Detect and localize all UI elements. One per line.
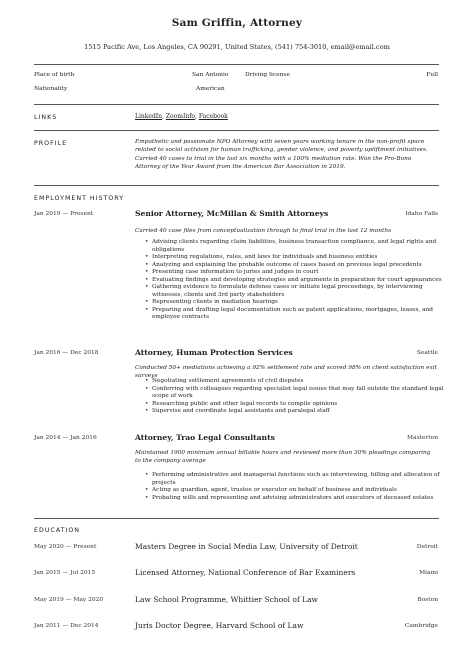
- education-location: Detroit: [416, 544, 438, 550]
- divider: [34, 64, 439, 65]
- resume-name: Sam Griffin, Attorney: [171, 17, 303, 29]
- education-heading: EDUCATION: [34, 527, 81, 534]
- zoominfo-link[interactable]: ZoomInfo: [165, 113, 196, 120]
- divider: [34, 104, 439, 105]
- job-title: Attorney, Trao Legal Consultants: [135, 433, 275, 442]
- linkedin-link[interactable]: LinkedIn: [135, 113, 163, 120]
- profile-heading: PROFILE: [34, 140, 68, 147]
- job-bullets: [142, 378, 448, 416]
- links-heading: LINKS: [34, 114, 58, 121]
- divider: [34, 185, 439, 186]
- education-location: Miami: [419, 570, 438, 576]
- education-dates: Jan 2015 — Jul 2015: [34, 570, 96, 576]
- job-bullets: [142, 472, 448, 502]
- education-dates: Jan 2011 — Dec 2014: [34, 623, 99, 629]
- job-title: Senior Attorney, McMillan & Smith Attorneys: [135, 209, 329, 218]
- education-title: Masters Degree in Social Media Law, University of Detroit: [135, 542, 358, 551]
- education-location: Boston: [417, 597, 438, 603]
- job-bullet: • Gathering evidence to formulate defense cases or initiate legal proceedings, by interviewing witnesses, clients and 3rd party stakeholders: [152, 284, 448, 299]
- link-separator: ,: [162, 113, 164, 120]
- job-bullet: • Evaluating findings and developing strategies and arguments in preparation for court appearances: [152, 277, 448, 285]
- place-of-birth-value: San Antonio: [192, 72, 229, 78]
- divider: [34, 518, 439, 519]
- divider: [34, 130, 439, 131]
- link-separator: ,: [195, 113, 197, 120]
- education-dates: May 2020 — Present: [34, 544, 97, 550]
- job-bullet: • Conferring with colleagues regarding specialist legal issues that may fall outside the standard legal scope of work: [152, 386, 448, 401]
- education-title: Licensed Attorney, National Conference of Bar Examiners: [135, 568, 356, 577]
- job-bullet: • Interpreting regulations, rules, and laws for individuals and business entities: [152, 254, 448, 262]
- job-bullet: • Performing administrative and managerial functions such as interviewing, billing and allocation of projects: [152, 472, 448, 487]
- job-bullet: • Supervise and coordinate legal assistants and paralegal staff: [152, 408, 448, 416]
- driving-license-label: Driving license: [245, 72, 290, 78]
- job-bullet: • Probating wills and representing and advising administrators and executors of deceased estates: [152, 495, 448, 503]
- nationality-label: Nationality: [34, 86, 68, 92]
- job-location: Idaho Falls: [405, 211, 438, 217]
- job-dates: Jan 2016 — Dec 2018: [34, 350, 99, 356]
- education-title: Law School Programme, Whittier School of Law: [135, 595, 318, 604]
- job-bullet: • Negotiating settlement agreements of civil disputes: [152, 378, 448, 386]
- job-bullet: • Representing clients in mediation hearings: [152, 299, 448, 307]
- job-location: Seattle: [416, 350, 438, 356]
- links-list: [135, 113, 228, 120]
- education-dates: May 2019 — May 2020: [34, 597, 104, 603]
- job-bullet: • Advising clients regarding claim liabilities, business transaction compliance, and legal rights and obligations: [152, 239, 448, 254]
- job-bullets: [142, 239, 448, 322]
- nationality-value: American: [196, 86, 225, 92]
- job-location: Masterton: [407, 435, 438, 441]
- job-dates: Jan 2014 — Jan 2016: [34, 435, 97, 441]
- place-of-birth-label: Place of birth: [34, 72, 75, 78]
- education-location: Cambridge: [404, 623, 438, 629]
- driving-license-value: Full: [426, 72, 438, 78]
- job-bullet: • Researching public and other legal records to compile opinions: [152, 401, 448, 409]
- profile-text: Empathetic and passionate NPO Attorney with seven years working tenure in the non-profit space related to social activism for human trafficking, gender violence, and poverty upliftment initiatives. Carried 40 cases to trial in the last six months with a 100% mediation rate. Won the Pro-Bono Attorney of the Year Award from the American Bar Association in 2019.: [135, 139, 428, 170]
- job-dates: Jan 2019 — Present: [34, 211, 94, 217]
- job-summary: Conducted 50+ mediations achieving a 92% settlement rate and scored 98% on client satisfaction exit surveys: [135, 365, 437, 380]
- job-summary: Carried 40 case files from conceptualization through to final trial in the last 12 months: [135, 228, 392, 234]
- job-bullet: • Analyzing and explaining the probable outcome of cases based on previous legal precedents: [152, 262, 448, 270]
- job-title: Attorney, Human Protection Services: [135, 348, 293, 357]
- job-bullet: • Acting as guardian, agent, trustee or executor on behalf of business and individuals: [152, 487, 448, 495]
- contact-line: 1515 Pacific Ave, Los Angeles, CA 90291, United States, (541) 754-3010, email@email.com: [84, 43, 390, 51]
- job-summary: Maintained 1900 minimum annual billable hours and reviewed more than 30% pleadings comparing to the company average: [135, 450, 431, 465]
- education-title: Juris Doctor Degree, Harvard School of Law: [135, 621, 304, 630]
- job-bullet: • Presenting case information to juries and judges in court: [152, 269, 448, 277]
- employment-heading: EMPLOYMENT HISTORY: [34, 195, 125, 202]
- facebook-link[interactable]: Facebook: [198, 113, 228, 120]
- job-bullet: • Preparing and drafting legal documentation such as patent applications, mortgages, leases, and employee contracts: [152, 307, 448, 322]
